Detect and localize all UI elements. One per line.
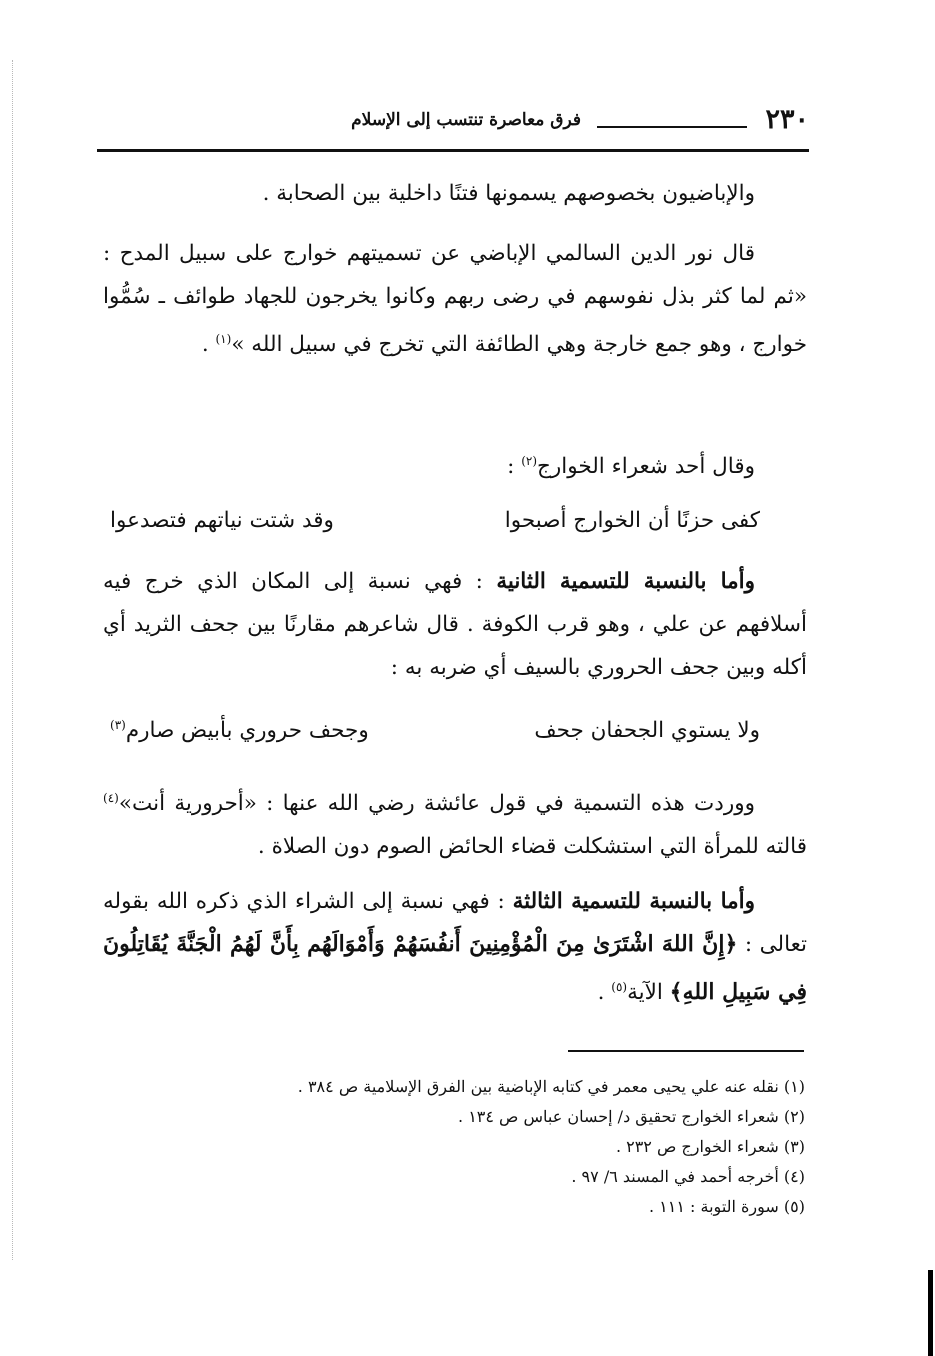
paragraph-2-text: قال نور الدين السالمي الإباضي عن تسميتهم خوارج على سبيل المدح : «ثم لما كثر بذل نفوسهم في رضى ربهم وكانوا يخرجون للجهاد طوائف ـ سُمُّوا خوارج ، وهو جمع خارجة وهي الطائفة التي تخرج في سبيل الله »: [103, 241, 807, 358]
footnote-2: (٢) شعراء الخوارج تحقيق د/ إحسان عباس ص ١٣٤ .: [458, 1107, 805, 1126]
header-rule: [597, 126, 747, 128]
paragraph-5-end: قالته للمرأة التي استشكلت قضاء الحائض الصوم دون الصلاة .: [257, 834, 807, 860]
verse-2-second-text: وجحف حروري بأبيض صارم: [125, 718, 369, 744]
paragraph-4: [103, 560, 807, 689]
verse-1: [110, 508, 760, 548]
footnote-3: (٣) شعراء الخوارج ص ٢٣٢ .: [615, 1137, 805, 1156]
footnote-ref-4: (٤): [103, 791, 119, 805]
footnote-1: (١) نقله عنه علي يحيى معمر في كتابه الإباضية بين الفرق الإسلامية ص ٣٨٤ .: [297, 1077, 805, 1096]
footnote-ref-2: (٢): [521, 454, 538, 468]
footnote-ref-3: (٣): [110, 718, 126, 732]
paragraph-5: [103, 777, 807, 868]
footnote-separator: [568, 1050, 804, 1052]
paragraph-6: [103, 880, 807, 1014]
scan-edge-dots: [12, 60, 15, 1260]
scan-edge-mark: [928, 1270, 933, 1356]
header-divider: [97, 149, 809, 152]
footnote-5: (٥) سورة التوبة : ١١١ .: [649, 1197, 805, 1216]
paragraph-4-heading: وأما بالنسبة للتسمية الثانية: [496, 569, 755, 594]
page-header: [97, 104, 809, 152]
verse-2: [110, 718, 760, 758]
paragraph-6-tail: .: [597, 980, 612, 1006]
paragraph-3-text: وقال أحد شعراء الخوارج: [537, 454, 755, 480]
paragraph-6-text: : فهي نسبة إلى الشراء الذي ذكره الله بقوله تعالى :: [103, 889, 808, 957]
quran-verse: ﴿إِنَّ اللهَ اشْتَرَىٰ مِنَ الْمُؤْمِنِينَ أَنفُسَهُمْ وَأَمْوَالَهُم بِأَنَّ لَهُمُ الْجَنَّةَ يُقَاتِلُونَ فِي سَبِيلِ اللهِ﴾: [103, 931, 807, 1006]
footnotes: [150, 1072, 805, 1222]
paragraph-3: [103, 440, 807, 488]
verse-1-first-hemistich: كفى حزنًا أن الخوارج أصبحوا: [504, 508, 760, 533]
paragraph-2-end: .: [201, 332, 216, 358]
footnote-4: (٤) أخرجه أحمد في المسند ٦/ ٩٧ .: [571, 1167, 805, 1186]
paragraph-1: [103, 172, 807, 215]
verse-2-first-hemistich: ولا يستوي الجحفان جحف: [534, 718, 760, 743]
paragraph-6-end: الآية: [627, 980, 670, 1006]
paragraph-6-heading: وأما بالنسبة للتسمية الثالثة: [512, 889, 755, 914]
paragraph-4-text: : فهي نسبة إلى المكان الذي خرج فيه أسلافهم عن علي ، وهو قرب الكوفة . قال شاعرهم مقارنًا بين جحف الثريد أي أكله وبين جحف الحروري بالسيف أي ضربه به :: [103, 569, 807, 680]
paragraph-5-text: ووردت هذه التسمية في قول عائشة رضي الله عنها : «أحرورية أنت»: [118, 791, 755, 817]
verse-1-second-hemistich: وقد شتت نياتهم فتصدعوا: [110, 508, 334, 533]
running-title: فرق معاصرة تنتسب إلى الإسلام: [351, 110, 581, 130]
footnote-ref-1: (١): [215, 332, 232, 346]
paragraph-3-end: :: [507, 454, 522, 480]
page-number: ٢٣٠: [765, 104, 809, 135]
paragraph-1-text: والإباضيون بخصوصهم يسمونها فتنًا داخلية بين الصحابة .: [262, 181, 755, 206]
footnote-ref-5: (٥): [611, 980, 628, 994]
verse-2-second-hemistich: [110, 718, 369, 743]
paragraph-2: [103, 232, 807, 366]
